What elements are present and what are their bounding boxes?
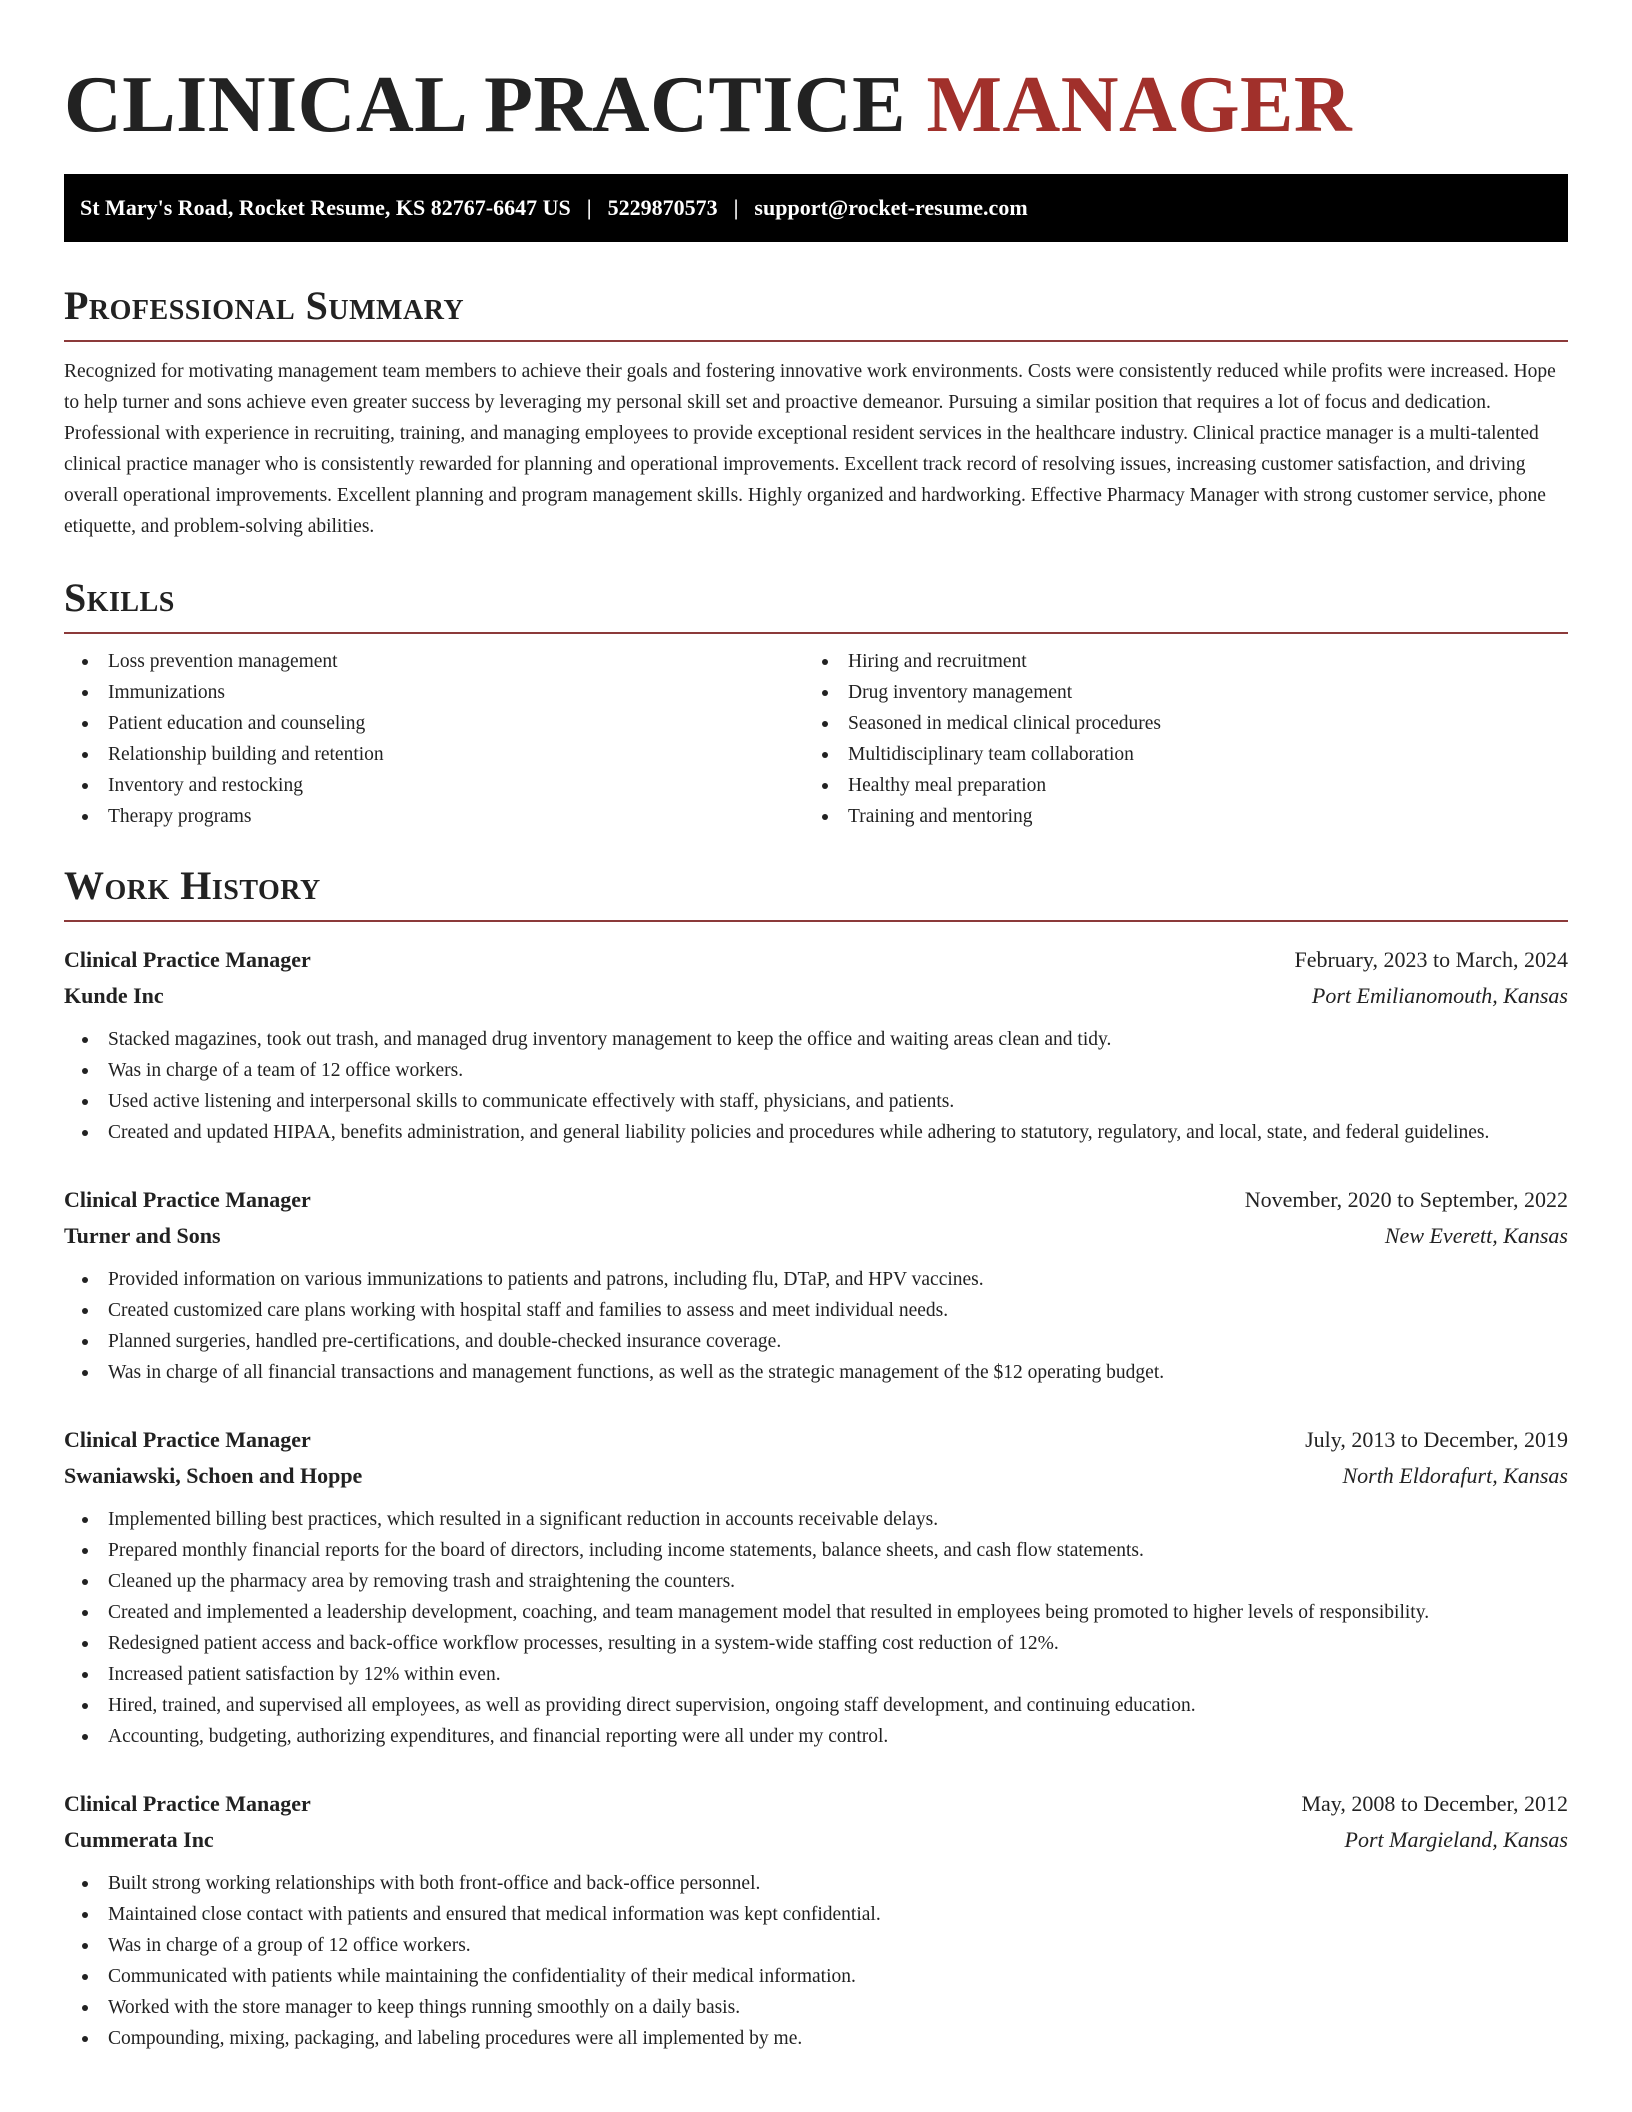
skill-item: Therapy programs (64, 801, 804, 832)
work-history-heading: Work History (64, 863, 321, 908)
job-entry (64, 1422, 1568, 1752)
job-bullet: Compounding, mixing, packaging, and labeling procedures were all implemented by me. (64, 2023, 1568, 2054)
job-location: Port Margieland, Kansas (1344, 1827, 1568, 1852)
summary-heading: Professional Summary (64, 283, 465, 328)
job-title: Clinical Practice Manager (64, 1427, 311, 1452)
job-bullets (64, 1868, 1568, 2054)
skills-column-right (804, 646, 1544, 832)
job-header-row (64, 1422, 1568, 1458)
skill-item: Patient education and counseling (64, 708, 804, 739)
job-bullet: Created and implemented a leadership development, coaching, and team management model that resulted in employees being promoted to higher levels of responsibility. (64, 1597, 1568, 1628)
job-bullet: Prepared monthly financial reports for the board of directors, including income statements, balance sheets, and cash flow statements. (64, 1535, 1568, 1566)
skill-item: Seasoned in medical clinical procedures (804, 708, 1544, 739)
name-main: CLINICAL PRACTICE (64, 61, 906, 149)
job-location: Port Emilianomouth, Kansas (1311, 983, 1568, 1008)
job-bullet: Accounting, budgeting, authorizing expenditures, and financial reporting were all under my control. (64, 1721, 1568, 1752)
resume-name (64, 0, 1568, 155)
skill-item: Immunizations (64, 677, 804, 708)
skill-item: Loss prevention management (64, 646, 804, 677)
summary-text: Recognized for motivating management team members to achieve their goals and fostering innovative work environments. Costs were consistently reduced while profits were increased. Hope to help turner and sons achieve even greater success by leveraging my personal skill set and proactive demeanor. Pursuing a similar position that requires a lot of focus and dedication. Professional with experience in recruiting, training, and managing employees to provide exceptional resident services in the healthcare industry. Clinical practice manager is a multi-talented clinical practice manager who is consistently rewarded for planning and operational improvements. Excellent track record of resolving issues, increasing customer satisfaction, and driving overall operational improvements. Excellent planning and program management skills. Highly organized and hardworking. Effective Pharmacy Manager with strong customer service, phone etiquette, and problem-solving abilities. (64, 361, 1556, 537)
job-bullet: Provided information on various immunizations to patients and patrons, including flu, DTaP, and HPV vaccines. (64, 1264, 1568, 1295)
section-divider (64, 920, 1568, 922)
job-company-row (64, 1218, 1568, 1254)
skill-item: Hiring and recruitment (804, 646, 1544, 677)
job-header-row (64, 942, 1568, 978)
job-bullet: Increased patient satisfaction by 12% within even. (64, 1659, 1568, 1690)
job-header-row (64, 1786, 1568, 1822)
job-company: Kunde Inc (64, 983, 164, 1008)
contact-email: support@rocket-resume.com (754, 195, 1028, 220)
job-bullet: Created and updated HIPAA, benefits administration, and general liability policies and procedures while adhering to statutory, regulatory, and local, state, and federal guidelines. (64, 1117, 1568, 1148)
job-bullet: Maintained close contact with patients and ensured that medical information was kept confidential. (64, 1899, 1568, 1930)
job-bullet: Communicated with patients while maintaining the confidentiality of their medical information. (64, 1961, 1568, 1992)
job-bullet: Implemented billing best practices, which resulted in a significant reduction in accounts receivable delays. (64, 1504, 1568, 1535)
job-header-row (64, 1182, 1568, 1218)
job-bullet: Cleaned up the pharmacy area by removing trash and straightening the counters. (64, 1566, 1568, 1597)
skill-item: Training and mentoring (804, 801, 1544, 832)
skill-item: Multidisciplinary team collaboration (804, 739, 1544, 770)
job-dates: July, 2013 to December, 2019 (1305, 1427, 1568, 1452)
resume-page (64, 0, 1568, 2054)
job-company-row (64, 978, 1568, 1014)
job-company: Turner and Sons (64, 1223, 221, 1248)
job-entry (64, 1786, 1568, 2054)
job-title: Clinical Practice Manager (64, 1187, 311, 1212)
skill-item: Healthy meal preparation (804, 770, 1544, 801)
job-bullets (64, 1024, 1568, 1148)
job-company-row (64, 1458, 1568, 1494)
section-divider (64, 632, 1568, 634)
job-company: Cummerata Inc (64, 1827, 214, 1852)
job-bullet: Planned surgeries, handled pre-certifications, and double-checked insurance coverage. (64, 1326, 1568, 1357)
job-dates: November, 2020 to September, 2022 (1244, 1187, 1568, 1212)
job-title: Clinical Practice Manager (64, 947, 311, 972)
job-entry (64, 942, 1568, 1148)
skills-list (64, 646, 1568, 832)
job-bullet: Used active listening and interpersonal skills to communicate effectively with staff, physicians, and patients. (64, 1086, 1568, 1117)
job-bullets (64, 1504, 1568, 1752)
job-company-row (64, 1822, 1568, 1858)
job-company: Swaniawski, Schoen and Hoppe (64, 1463, 363, 1488)
job-location: New Everett, Kansas (1384, 1223, 1568, 1248)
contact-phone: 5229870573 (607, 195, 718, 220)
job-bullet: Was in charge of a group of 12 office workers. (64, 1930, 1568, 1961)
job-bullets (64, 1264, 1568, 1388)
job-bullet: Was in charge of all financial transactions and management functions, as well as the strategic management of the $12 operating budget. (64, 1357, 1568, 1388)
skill-item: Relationship building and retention (64, 739, 804, 770)
job-bullet: Stacked magazines, took out trash, and managed drug inventory management to keep the office and waiting areas clean and tidy. (64, 1024, 1568, 1055)
skill-item: Drug inventory management (804, 677, 1544, 708)
job-bullet: Was in charge of a team of 12 office workers. (64, 1055, 1568, 1086)
job-bullet: Hired, trained, and supervised all employees, as well as providing direct supervision, ongoing staff development, and continuing education. (64, 1690, 1568, 1721)
contact-bar (64, 174, 1568, 242)
job-entry (64, 1182, 1568, 1388)
job-bullet: Worked with the store manager to keep things running smoothly on a daily basis. (64, 1992, 1568, 2023)
job-title: Clinical Practice Manager (64, 1791, 311, 1816)
job-dates: May, 2008 to December, 2012 (1301, 1791, 1568, 1816)
contact-address: St Mary's Road, Rocket Resume, KS 82767-6647 US (80, 195, 571, 220)
job-dates: February, 2023 to March, 2024 (1294, 947, 1568, 972)
job-bullet: Redesigned patient access and back-office workflow processes, resulting in a system-wide staffing cost reduction of 12%. (64, 1628, 1568, 1659)
job-bullet: Built strong working relationships with both front-office and back-office personnel. (64, 1868, 1568, 1899)
name-accent: MANAGER (926, 61, 1353, 149)
skills-heading: Skills (64, 575, 175, 620)
contact-separator: | (733, 195, 739, 220)
job-bullet: Created customized care plans working with hospital staff and families to assess and meet individual needs. (64, 1295, 1568, 1326)
job-location: North Eldorafurt, Kansas (1342, 1463, 1568, 1488)
contact-separator: | (586, 195, 592, 220)
section-divider (64, 340, 1568, 342)
skill-item: Inventory and restocking (64, 770, 804, 801)
skills-column-left (64, 646, 804, 832)
